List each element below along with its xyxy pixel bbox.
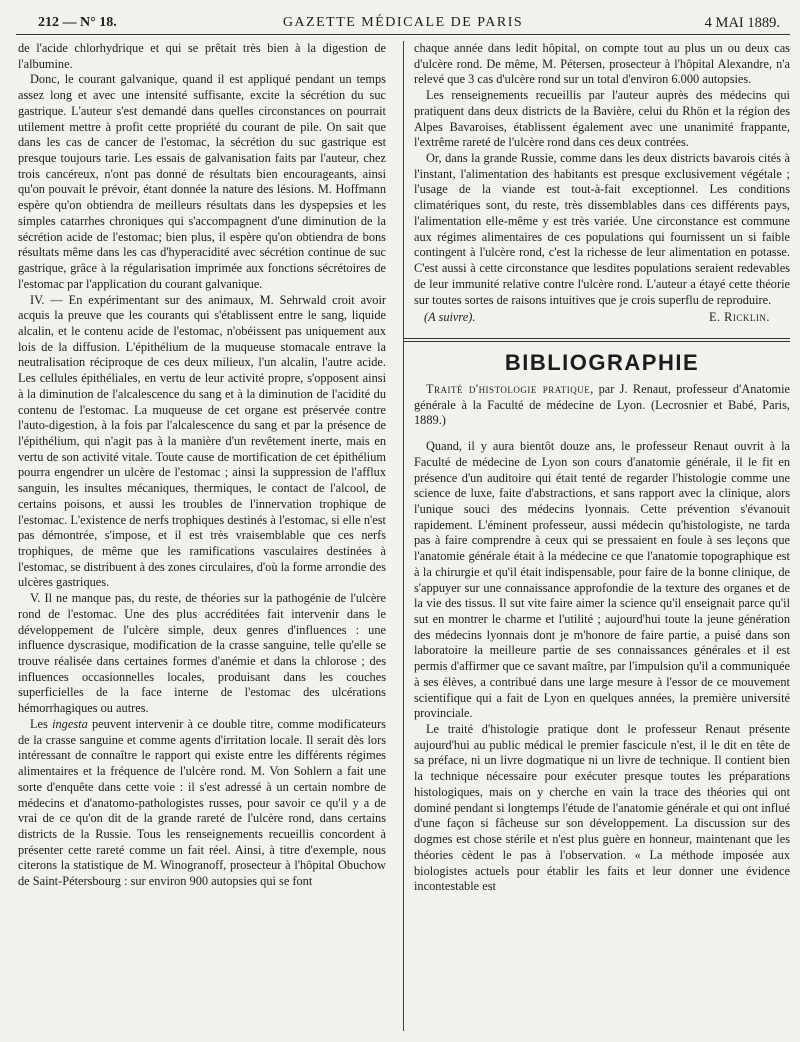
page-number: 212 — N° 18. [38, 15, 117, 30]
paragraph: chaque année dans ledit hôpital, on compte tout au plus un ou deux cas d'ulcère rond. De même, M. Pétersen, prosecteur à l'hôpital Alexandre, n'a relevé que 3 cas d'ulcère rond sur un total d'environ 6.000 autopsies. [414, 41, 790, 87]
paragraph [18, 717, 386, 890]
paragraph: Donc, le courant galvanique, quand il est appliqué pendant un temps assez long et avec une intensité suffisante, excite la sécrétion du suc gastrique. L'auteur s'est demandé dans quelles circonstances on pourrait utilement mettre à profit cette propriété du courant de pile. On sait que dans les cas de cancer de l'estomac, la sécrétion du suc gastrique est presque toujours tarie. Les essais de galvanisation faits par l'auteur, chez trois cancéreux, n'ont pas donné de résultats bien encourageants, ainsi qu'on pouvait le prévoir, étant donnée la nature des lésions. M. Hoffmann espère qu'on obtiendra de meilleurs résultats dans les dyspepsies et les simples catarrhes chroniques qui s'accompagnent d'une diminution de la sécrétion acide de l'estomac; bien plus, il espère qu'on obtiendra de bons résultats même dans les cas d'hyperacidité avec sécrétion continue de suc gastrique, grâce à la régularisation imprimée aux fonctions sécrétoires de l'estomac par l'application du courant galvanique. [18, 72, 386, 291]
section-rule [404, 338, 790, 339]
section-rule [404, 341, 790, 342]
paragraph: Les renseignements recueillis par l'auteur auprès des médecins qui pratiquent dans deux districts de la Bavière, celui du Rhön et la région des Alpes Bavaroises, établissent également avec une unanimité frappante, l'extrême rareté de l'ulcère rond dans ces deux contrées. [414, 88, 790, 150]
paragraph: V. Il ne manque pas, du reste, de théories sur la pathogénie de l'ulcère rond de l'estomac. Une des plus accréditées fait intervenir dans le développement de l'ulcère simple, deux genres d'influences : une influence dyscrasique, modification de la crasse sanguine, telle qu'elle se trouve réalisée dans certaines formes d'anémie et dans la chlorose ; des influences occasionnelles locales, produisant dans les couches superficielles de la face interne de l'estomac des ulcérations hémorrhagiques ou autres. [18, 591, 386, 716]
paragraph: Or, dans la grande Russie, comme dans les deux districts bavarois cités à l'instant, l'alimentation des habitants est presque exclusivement végétale ; l'usage de la viande est tout-à-fait exceptionnel. Les conditions climatériques sont, du reste, très dissemblables dans ces différents pays, l'alimentation elle-même y est très variée. Une circonstance est commune aux régimes alimentaires de ces populations qui fournissent un si faible contingent à l'ulcère rond, c'est la richesse de leur alimentation en potasse. C'est aussi à cette circonstance que lesdites populations seraient redevables de leur immunité relative contre l'ulcère rond. L'auteur a étayé cette théorie sur toutes sortes de raisons intuitives que je crois superflu de reproduire. [414, 151, 790, 307]
book-reference [414, 382, 790, 429]
author-signature: E. Ricklin. [708, 310, 770, 325]
italic-word: ingesta [52, 716, 88, 731]
to-be-continued: (A suivre). [424, 310, 476, 325]
paragraph: Le traité d'histologie pratique dont le professeur Renaut présente aujourd'hui au public médical le premier fascicule n'est, il le dit en tête de sa préface, ni un livre dogmatique ni un livre de technique. Il contient bien la technique nécessaire pour exécuter presque toutes les préparations histologiques, mais on y cherche en vain la trace des théories qui ont dominé pendant si longtemps l'étude de l'anatomie générale et qui ont influé d'une façon si fâcheuse sur son développement. La discussion sur des dogmes est chose stérile et n'est plus guère en honneur, maintenant que les théories cèdent le pas à l'observation. « La méthode imposée aux biologistes actuels pour établir les faits et leur donner une évidence incontestable est [414, 722, 790, 894]
section-title: BIBLIOGRAPHIE [504, 349, 700, 375]
paragraph: Quand, il y aura bientôt douze ans, le professeur Renaut ouvrit à la Faculté de médecine de Lyon son cours d'anatomie générale, il le fit en présence d'un auditoire qui était tenté de regarder l'histologie comme une science de luxe, faite d'abstractions, et sans rapport avec la clinique, alors l'unique souci des médecins lyonnais. Cette prévention s'évanouit rapidement. L'éminent professeur, aussi médecin qu'histologiste, ne tarda pas à faire comprendre à ceux qui se pressaient en foule à ses leçons que l'anatomie générale était à la médecine ce que l'anatomie topographique est à la chirurgie et qu'il était indispensable, pour faire de la bonne clinique, de s'appuyer sur une connaissance approfondie de la texture des organes et de la vie des tissus. Il sut vite faire aimer la science qu'il enseignait parce qu'il sut en montrer le charme et l'utilité ; aujourd'hui toute la jeune génération des médecins lyonnais dont je m'honore de faire partie, a puisé dans son laboratoire la meilleure partie de ses connaissances générales et il est permis d'affirmer que ce savant maître, par l'impulsion qu'il a communiquée à ses élèves, a contribué dans une large mesure à l'essor de ce mouvement scientifique qui a fait de Lyon en quelques années, la première université provinciale. [414, 439, 790, 721]
paragraph: de l'acide chlorhydrique et qui se prêtait très bien à la digestion de l'albumine. [18, 41, 386, 71]
paragraph-text: peuvent intervenir à ce double titre, comme modificateurs de la crasse sanguine et comme agents d'irritation locale. Il serait dès lors intéressant de connaître le rapport qui existe entre les différents régimes alimentaires et la fréquence de l'ulcère rond. M. Von Sohlern a fait une sorte d'enquête dans cette voie : il s'est adressé à un certain nombre de médecins et d'anatomo-pathologistes russes, pour savoir ce qu'il y a de vrai de ce qu'on dit de la grande rareté de l'ulcère rond, dans certains districts de la Russie. Tous les renseignements recueillis concordent à présenter cette rareté comme un fait réel. Ainsi, à titre d'exemple, nous citerons la statistique de M. Winogranoff, prosecteur à l'hôpital Obuchow de Saint-Pétersbourg : sur environ 900 autopsies qui se font [18, 716, 386, 889]
book-title: Traité d'histologie pratique [426, 381, 591, 396]
article-footer [414, 308, 790, 326]
running-header [16, 8, 790, 34]
paragraph: IV. — En expérimentant sur des animaux, M. Sehrwald croit avoir acquis la preuve que les courants qui s'établissent entre le sang, liquide alcalin, et le contenu acide de l'estomac, n'obéissent pas uniquement aux lois de la diffusion. L'épithélium de la muqueuse stomacale entrave la neutralisation réciproque de ces deux milieux, l'un alcalin, l'autre acide. Les cellules épithéliales, en vertu de leur activité propre, s'opposent ainsi à la diminution de l'alcalescence du sang et à la diminution de l'acidité du contenu de l'estomac. La muqueuse de cet organe est préservée contre l'auto-digestion, à la fois par l'alcalescence du sang et par la présence de l'épithélium, qui n'agit pas à la manière d'un revêtement inerte, mais en vertu de son activité vitale. Toute cause de mortification de cet épithélium pourra engendrer un ulcère de l'estomac ; ainsi la suppression de l'afflux sanguin, les insultes mécaniques, thermiques, le contact de l'alcool, de certains poisons, et aussi les troubles de l'innervation trophique de l'estomac. L'existence de nerfs trophiques destinés à l'estomac, si elle n'est pas démontrée, s'impose, et il est très vraisemblable que ces nerfs trophiques, de même que les ramifications vasculaires destinées à l'estomac, se distribuent à des zones circulaires, d'où la forme arrondie des ulcères gastriques. [18, 292, 386, 590]
paragraph-text: Les [30, 716, 53, 731]
journal-title: GAZETTE MÉDICALE DE PARIS [282, 15, 524, 30]
issue-date: 4 MAI 1889. [704, 15, 780, 31]
book-details: , par J. Renaut, professeur d'Anatomie générale à la Faculté de médecine de Lyon. (Lecrosnier et Babé, Paris, 1889.) [414, 381, 790, 428]
right-column [403, 41, 790, 1031]
left-column [16, 41, 386, 1031]
two-column-body [16, 41, 790, 1031]
